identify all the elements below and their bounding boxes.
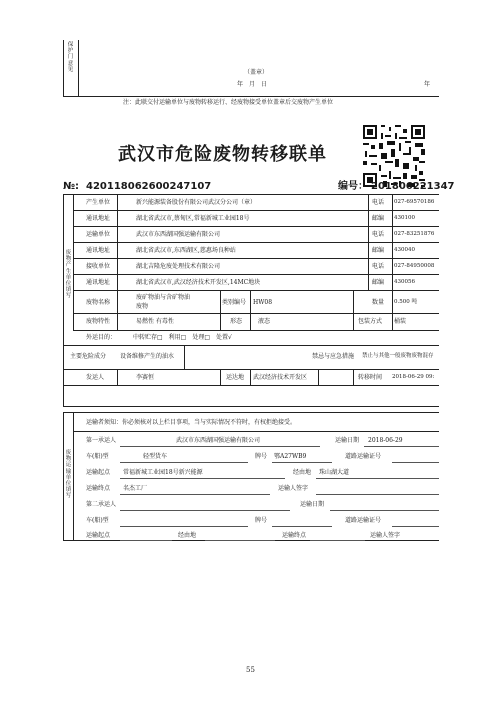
side-label-approval: 保护门意见 — [67, 42, 74, 73]
transport-phone-label: 电话 — [372, 231, 385, 238]
package-value: 桶装 — [394, 318, 407, 325]
via-value: 珠山湖大道 — [319, 469, 350, 476]
sender-label: 发运人 — [86, 374, 105, 381]
end-label: 运输终点 — [86, 485, 111, 492]
transport-address-label: 通讯地址 — [86, 247, 111, 254]
transfer-time-label: 转移时间 — [358, 374, 383, 381]
receiver-phone-label: 电话 — [372, 263, 385, 270]
via-label: 经由地 — [293, 469, 312, 476]
plate2-label: 牌号 — [255, 517, 268, 524]
receiver-value: 湖北吉隆危废处理技术有限公司 — [136, 263, 221, 270]
transport-unit-label: 运输单位 — [86, 231, 111, 238]
package-label: 包装方式 — [358, 318, 383, 325]
form-value: 液态 — [258, 318, 271, 325]
transfer-time-value: 2018-06-29 09: — [392, 374, 435, 380]
main-component-value: 设备维修产生的油水 — [120, 353, 175, 360]
form-number: 420118062600247107 — [86, 181, 212, 192]
page-number: 55 — [246, 666, 255, 674]
producer-address-label: 通讯地址 — [86, 215, 111, 222]
receiver-label: 接收单位 — [86, 263, 111, 270]
category-label: 类别编号 — [222, 299, 247, 306]
transport-address: 湖北省武汉市,东西湖区,慈惠场良种站 — [136, 247, 236, 254]
vehicle2-label: 车(船)型 — [86, 517, 109, 524]
property-value: 易燃性 有毒性 — [136, 318, 174, 325]
prohibit-label: 禁忌与应急措施 — [312, 353, 355, 360]
top-note: 注：此联交付运输单位与废物转移运行、经废物接受单位盖章后交废物产生单位 — [123, 99, 334, 106]
producer-postcode: 430100 — [394, 215, 415, 221]
seal-text: （盖章） — [244, 69, 269, 76]
transport-postcode-label: 邮编 — [372, 247, 385, 254]
form-title: 武汉市危险废物转移联单 — [118, 144, 327, 165]
arrival-value: 武汉经济技术开发区 — [253, 374, 308, 381]
form-number-prefix: №: — [63, 181, 80, 192]
signer2-label: 运输人签字 — [370, 532, 401, 539]
code-label: 编号： — [338, 181, 368, 192]
property-label: 废物特性 — [86, 318, 111, 325]
transport-notice: 运输者须知：你必须核对以上栏目事项，当与实际情况不符时，有权拒绝接受。 — [86, 419, 297, 426]
form-label: 形态 — [230, 318, 243, 325]
transport-unit-value: 武汉市东西湖国强运输有限公司 — [136, 231, 221, 238]
transport-section-label: 废物运输单位填写 — [65, 450, 72, 500]
waste-name-label: 废物名称 — [86, 299, 111, 306]
ship-date-value: 2018-06-29 — [368, 437, 403, 444]
receiver-phone: 027-84950008 — [394, 263, 435, 269]
first-carrier-label: 第一承运人 — [86, 437, 117, 444]
destination-label: 外运目的： — [86, 334, 117, 341]
second-carrier-label: 第二承运人 — [86, 501, 117, 508]
producer-value: 新兴能源装备股份有限公司武汉分公司（章） — [136, 199, 257, 206]
destination-options: 中转贮存□ 利用□ 处理□ 处置√ — [133, 334, 232, 341]
code-value: 201806221347 — [371, 181, 455, 192]
producer-phone: 027-69570186 — [394, 199, 435, 205]
quantity-value: 0.500 吨 — [394, 299, 417, 305]
quantity-label: 数量 — [372, 299, 385, 306]
qr-code-icon — [361, 123, 427, 189]
signer-label: 运输人签字 — [278, 485, 309, 492]
prohibit-value: 禁止与其他一般废物废物混存 — [362, 353, 434, 359]
via2-label: 经由地 — [178, 532, 197, 539]
producer-postcode-label: 邮编 — [372, 215, 385, 222]
producer-phone-label: 电话 — [372, 199, 385, 206]
permit-label: 道路运输证号 — [345, 453, 382, 460]
receiver-postcode: 430056 — [394, 279, 415, 285]
sender-value: 李赛恒 — [136, 374, 155, 381]
first-carrier-value: 武汉市东西湖国强运输有限公司 — [176, 437, 261, 444]
vehicle-label: 车(船)型 — [86, 453, 109, 460]
ship-date-label: 运输日期 — [335, 437, 360, 444]
end2-label: 运输终点 — [282, 532, 307, 539]
arrival-label: 运达地 — [226, 374, 245, 381]
waste-name-value-2: 废物 — [136, 303, 149, 310]
permit2-label: 道路运输证号 — [345, 517, 382, 524]
transport-postcode: 430040 — [394, 247, 415, 253]
vehicle-value: 轻型货车 — [143, 453, 168, 460]
producer-address: 湖北省武汉市,蔡甸区,常福新城工业园18号 — [136, 215, 250, 222]
receiver-postcode-label: 邮编 — [372, 279, 385, 286]
start-label: 运输起点 — [86, 469, 111, 476]
receiver-address: 湖北省武汉市,武汉经济技术开发区,14MC地块 — [136, 279, 261, 286]
second-date-label: 运输日期 — [300, 501, 325, 508]
start2-label: 运输起点 — [86, 532, 111, 539]
transport-phone: 027-83251876 — [394, 231, 435, 237]
end-value: 名杰工厂 — [123, 485, 148, 492]
main-component-label: 主要危险成分 — [70, 353, 107, 360]
date-left: 年 月 日 — [237, 81, 268, 88]
plate-label: 牌号 — [255, 453, 268, 460]
producer-label: 产生单位 — [86, 199, 111, 206]
plate-value: 鄂A27WB9 — [274, 453, 307, 460]
generator-section-label: 废物产生单位填写 — [65, 250, 72, 300]
date-right: 年 — [424, 81, 431, 88]
receiver-address-label: 通讯地址 — [86, 279, 111, 286]
waste-name-value-1: 废矿物油与含矿物油 — [136, 294, 191, 301]
category-value: HW08 — [253, 299, 273, 306]
start-value: 常福新城工业园18号新兴能源 — [123, 469, 203, 476]
